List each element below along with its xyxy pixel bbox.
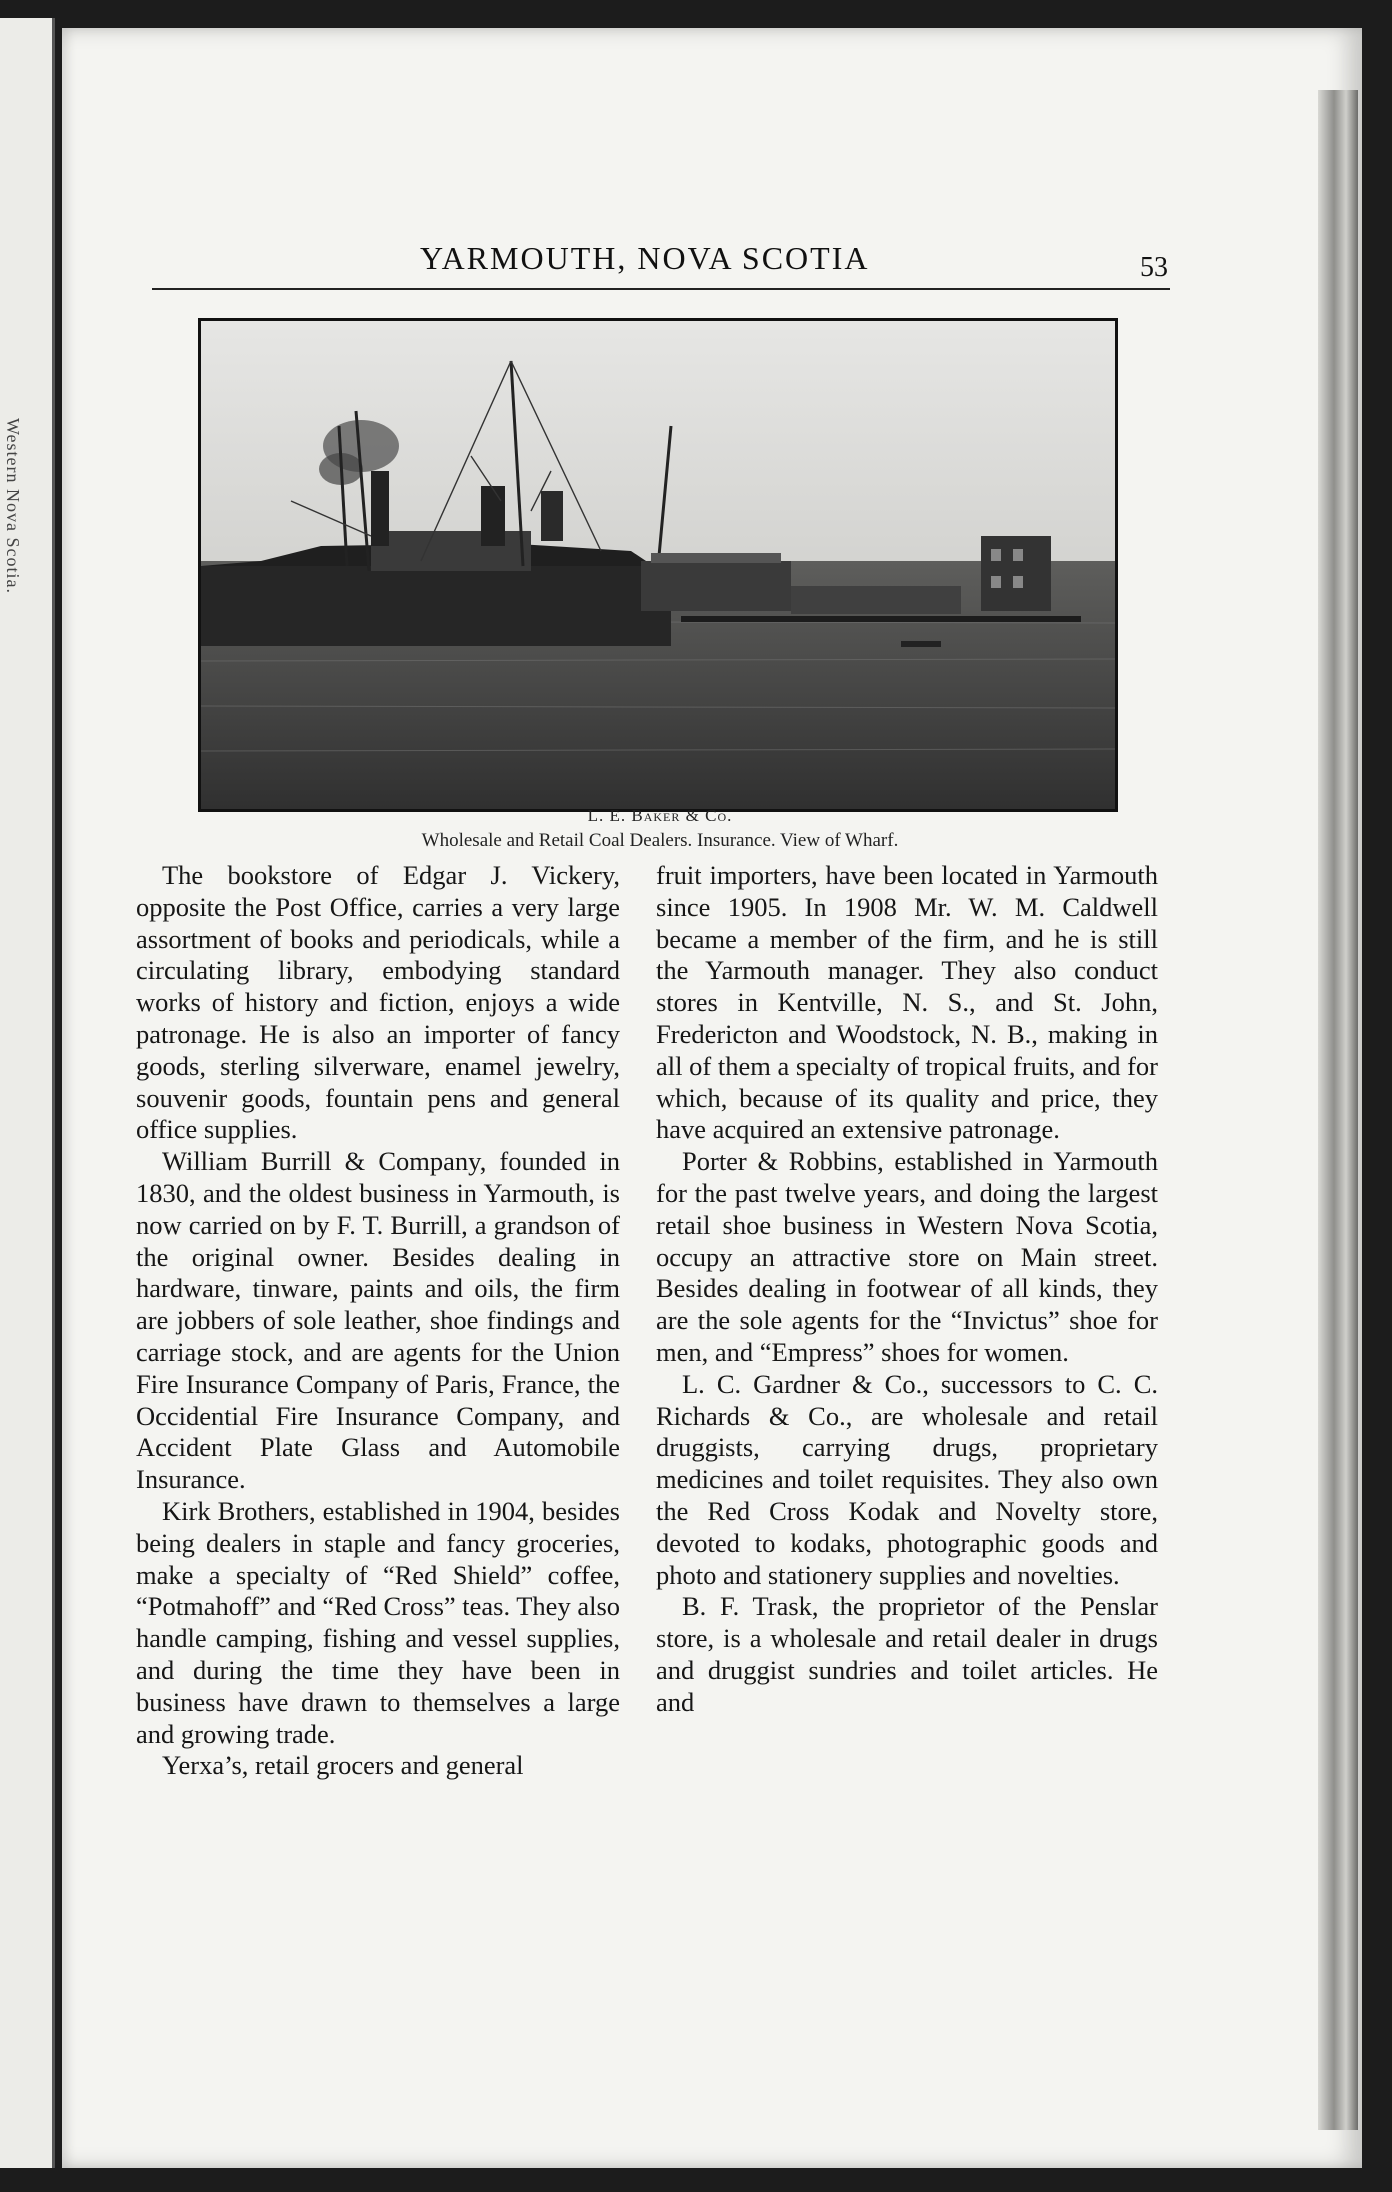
facing-page-text: Western Nova Scotia. xyxy=(3,418,23,595)
wharf-photograph xyxy=(198,318,1118,812)
figure-caption-text: Wholesale and Retail Coal Dealers. Insurance. View of Wharf. xyxy=(421,830,899,851)
paragraph-yerxa: Yerxa’s, retail grocers and general xyxy=(162,1750,524,1781)
paragraph-porter-robbins: Porter & Robbins, established in Yarmouth for the past twelve years, and doing the largest retail shoe business in Western Nova Scotia, occupy an attractive store on Main street. Besides dealing in footwear of all kinds, they are the sole agents for the “Invictus” shoe for men, and “Empress” shoes for women. xyxy=(656,1146,1158,1367)
figure-caption-title: L. E. Baker & Co. xyxy=(587,806,733,825)
right-text-column xyxy=(656,860,1158,1719)
paragraph-yerxa-continued: fruit importers, have been located in Yarmouth since 1905. In 1908 Mr. W. M. Caldwell became a member of the firm, and he is still the Yarmouth manager. They also conduct stores in Kentville, N. S., and St. John, Fredericton and Woodstock, N. B., making in all of them a specialty of tropical fruits, and for which, because of its quality and price, they have acquired an extensive patronage. xyxy=(656,860,1158,1145)
paragraph-vickery: The bookstore of Edgar J. Vickery, opposite the Post Office, carries a very large assortment of books and periodicals, while a circulating library, embodying standard works of history and fiction, enjoys a wide patronage. He is also an importer of fancy goods, sterling silverware, enamel jewelry, souvenir goods, fountain pens and general office supplies. xyxy=(136,860,620,1145)
paragraph-burrill: William Burrill & Company, founded in 1830, and the oldest business in Yarmouth, is now carried on by F. T. Burrill, a grandson of the original owner. Besides dealing in hardware, tinware, paints and oils, the firm are jobbers of sole leather, shoe findings and carriage stock, and are agents for the Union Fire Insurance Company of Paris, France, the Occidential Fire Insurance Company, and Accident Plate Glass and Automobile Insurance. xyxy=(136,1146,620,1495)
running-title: YARMOUTH, NOVA SCOTIA xyxy=(420,240,870,276)
paragraph-trask: B. F. Trask, the proprietor of the Penslar store, is a wholesale and retail dealer in drugs and druggist sundries and toilet articles. He and xyxy=(656,1591,1158,1717)
wharf-photo-image xyxy=(201,321,1115,809)
facing-page-edge xyxy=(0,18,55,2168)
paragraph-gardner: L. C. Gardner & Co., successors to C. C. Richards & Co., are wholesale and retail druggists, carrying drugs, proprietary medicines and toilet requisites. They also own the Red Cross Kodak and Novelty store, devoted to kodaks, photographic goods and photo and stationery supplies and novelties. xyxy=(656,1368,1158,1590)
header-rule xyxy=(152,288,1170,290)
paragraph-kirk-brothers: Kirk Brothers, established in 1904, besides being dealers in staple and fancy groceries, make a specialty of “Red Shield” coffee, “Potmahoff” and “Red Cross” teas. They also handle camping, fishing and vessel supplies, and during the time they have been in business have drawn to themselves a large and growing trade. xyxy=(136,1495,621,1749)
page-number: 53 xyxy=(1140,252,1168,283)
left-text-column xyxy=(136,860,620,1782)
page-stack-edge xyxy=(1318,90,1358,2130)
